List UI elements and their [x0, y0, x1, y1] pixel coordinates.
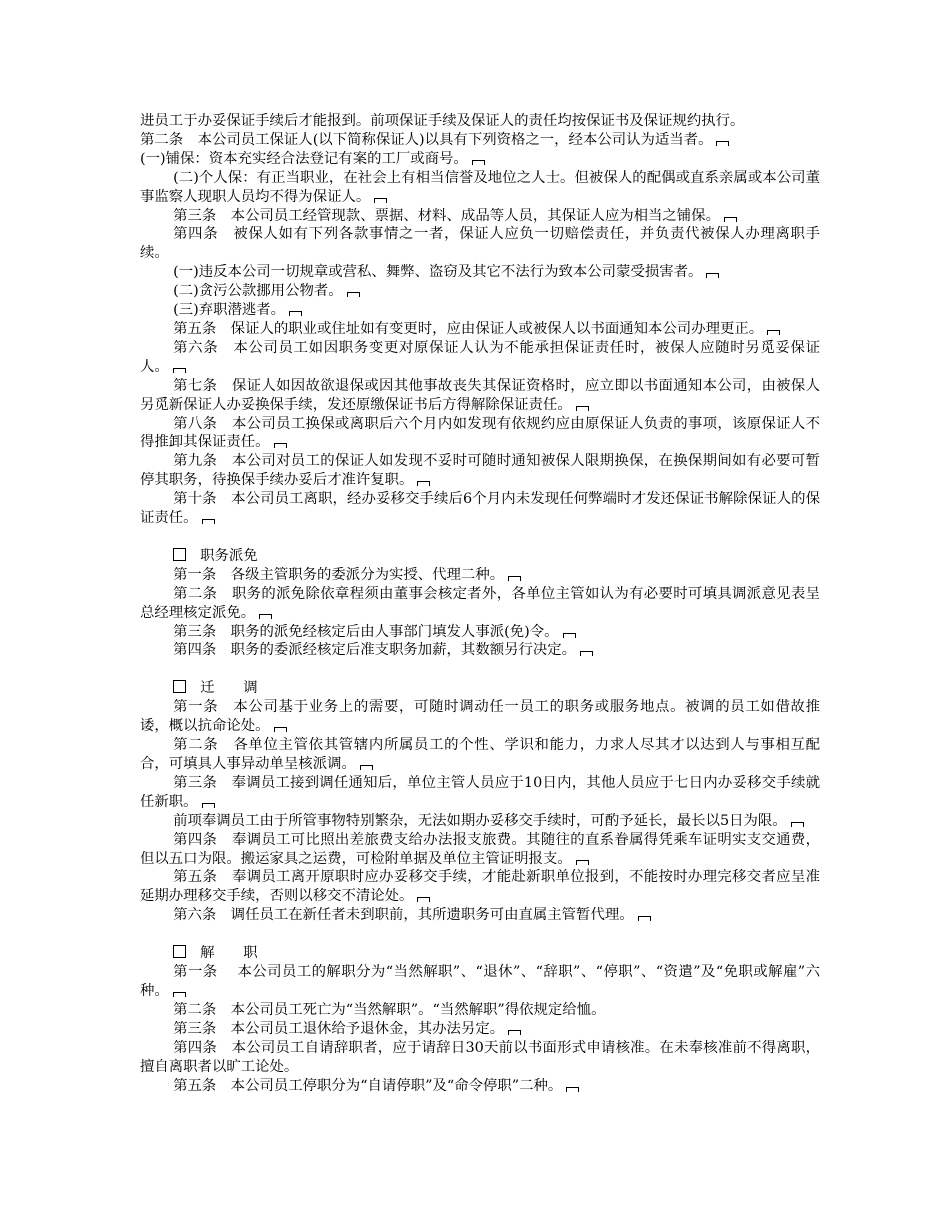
paragraph [140, 566, 820, 585]
paragraph-text: 第五条 本公司员工停职分为“自请停职”及“命令停职”二种。 [173, 1077, 563, 1094]
paragraph-text: 第三条 职务的派免经核定后由人事部门填发人事派(免)令。 [173, 623, 559, 640]
paragraph [140, 282, 820, 301]
paragraph [140, 415, 820, 453]
paragraph [140, 452, 820, 490]
paragraph-mark-icon [173, 368, 186, 373]
section-heading-text: 迁 调 [200, 680, 258, 697]
paragraph-mark-icon [202, 803, 215, 808]
paragraph-mark-icon [563, 633, 576, 638]
checkbox-square-icon [173, 548, 186, 561]
paragraph [140, 868, 820, 906]
paragraph-mark-icon [274, 443, 287, 448]
paragraph-text: 第四条 被保人如有下列各款事情之一者，保证人应负一切赔偿责任，并负责代被保人办理离职手续。 [140, 226, 820, 262]
paragraph-mark-icon [173, 992, 186, 997]
paragraph [140, 207, 820, 226]
paragraph [140, 1020, 820, 1039]
paragraph-mark-icon [716, 141, 729, 146]
paragraph [140, 812, 820, 831]
section-heading [140, 944, 820, 963]
paragraph-mark-icon [347, 292, 360, 297]
paragraph-text: (三)弃职潜逃者。 [173, 302, 286, 319]
paragraph [140, 585, 820, 623]
paragraph-text: 前项奉调员工由于所管事物特别繁杂，无法如期办妥移交手续时，可酌予延长，最长以5日为限。 [173, 812, 787, 829]
paragraph-mark-icon [417, 897, 430, 902]
paragraph-mark-icon [706, 273, 719, 278]
paragraph-mark-icon [566, 1087, 579, 1092]
paragraph-text: 第四条 职务的委派经核定后准支职务加薪，其数额另行决定。 [173, 642, 577, 659]
paragraph-text: 第五条 奉调员工离开原职时应办妥移交手续，才能赴新职单位报到，不能按时办理完移交者应呈准延期办理移交手续，否则以移交不清论处。 [140, 869, 820, 905]
paragraph-mark-icon [576, 406, 589, 411]
paragraph-mark-icon [417, 481, 430, 486]
paragraph-text: 第二条 本公司员工死亡为“当然解职”。“当然解职”得依规定给恤。 [173, 1001, 606, 1018]
paragraph-text: (二)贪污公款挪用公物者。 [173, 283, 343, 300]
paragraph-mark-icon [374, 198, 387, 203]
section-heading-text: 职务派免 [200, 547, 258, 564]
paragraph [140, 169, 820, 207]
paragraph [140, 377, 820, 415]
section-gap [140, 528, 820, 547]
paragraph-mark-icon [274, 727, 287, 732]
paragraph [140, 963, 820, 1001]
paragraph [140, 225, 820, 263]
paragraph-text: 第二条 职务的派免除依章程须由董事会核定者外，各单位主管如认为有必要时可填具调派意见表呈总经理核定派免。 [140, 585, 820, 621]
paragraph-mark-icon [472, 160, 485, 165]
paragraph [140, 736, 820, 774]
paragraph-mark-icon [360, 765, 373, 770]
paragraph-text: (一)违反本公司一切规章或营私、舞弊、盗窃及其它不法行为致本公司蒙受损害者。 [173, 264, 703, 281]
paragraph-text: 第四条 奉调员工可比照出差旅费支给办法报支旅费。其随往的直系眷属得凭乘车证明实支交通费，但以五口为限。搬运家具之运费，可检附单据及单位主管证明报支。 [140, 831, 820, 867]
paragraph-text: (一)铺保：资本充实经合法登记有案的工厂或商号。 [140, 150, 468, 167]
paragraph [140, 831, 820, 869]
paragraph [140, 1077, 820, 1096]
section-heading [140, 679, 820, 698]
paragraph-text: 第六条 本公司员工如因职务变更对原保证人认为不能承担保证责任时，被保人应随时另觅妥保证人。 [140, 339, 820, 375]
paragraph-text: 第八条 本公司员工换保或离职后六个月内如发现有依规约应由原保证人负责的事项，该原保证人不得推卸其保证责任。 [140, 415, 820, 451]
paragraph [140, 150, 820, 169]
paragraph [140, 112, 820, 131]
paragraph [140, 1001, 820, 1020]
paragraph [140, 906, 820, 925]
paragraph-text: 第三条 本公司员工退休给予退休金，其办法另定。 [173, 1020, 505, 1037]
paragraph-mark-icon [638, 916, 651, 921]
paragraph-text: 进员工于办妥保证手续后才能报到。前项保证手续及保证人的责任均按保证书及保证规约执行。 [140, 113, 745, 129]
paragraph-mark-icon [508, 576, 521, 581]
paragraph-text: 第四条 本公司员工自请辞职者，应于请辞日30天前以书面形式申请核准。在未奉核准前不得离职，擅自离职者以旷工论处。 [140, 1039, 820, 1075]
paragraph-text: 第二条 各单位主管依其管辖内所属员工的个性、学识和能力，力求人尽其才以达到人与事相互配合，可填具人事异动单呈核派调。 [140, 737, 820, 772]
paragraph [140, 623, 820, 642]
paragraph-mark-icon [576, 860, 589, 865]
section-gap [140, 660, 820, 679]
paragraph [140, 698, 820, 736]
paragraph [140, 301, 820, 320]
paragraph [140, 263, 820, 282]
paragraph-text: 第一条 各级主管职务的委派分为实授、代理二种。 [173, 566, 505, 583]
paragraph-text: 第二条 本公司员工保证人(以下简称保证人)以具有下列资格之一，经本公司认为适当者。 [140, 131, 713, 148]
paragraph [140, 1039, 820, 1077]
paragraph-mark-icon [289, 311, 302, 316]
section-heading [140, 547, 820, 566]
paragraph-mark-icon [767, 330, 780, 335]
paragraph [140, 641, 820, 660]
paragraph-mark-icon [724, 217, 737, 222]
paragraph-text: 第三条 本公司员工经管现款、票据、材料、成品等人员，其保证人应为相当之铺保。 [173, 207, 720, 224]
paragraph-text: 第三条 奉调员工接到调任通知后，单位主管人员应于10日内，其他人员应于七日内办妥移交手续就任新职。 [140, 774, 820, 810]
section-heading-text: 解 职 [200, 945, 258, 962]
paragraph-text: 第七条 保证人如因故欲退保或因其他事故丧失其保证资格时，应立即以书面通知本公司，由被保人另觅新保证人办妥换保手续，发还原缴保证书后方得解除保证责任。 [140, 377, 820, 413]
paragraph-mark-icon [202, 519, 215, 524]
paragraph-mark-icon [508, 1030, 521, 1035]
checkbox-square-icon [173, 945, 186, 958]
paragraph-text: (二)个人保：有正当职业，在社会上有相当信誉及地位之人士。但被保人的配偶或直系亲属或本公司董事监察人现职人员均不得为保证人。 [140, 169, 820, 205]
paragraph-text: 第五条 保证人的职业或住址如有变更时，应由保证人或被保人以书面通知本公司办理更正。 [173, 320, 764, 337]
paragraph [140, 490, 820, 528]
paragraph-text: 第一条 本公司员工的解职分为“当然解职”、“退休”、“辞职”、“停职”、“资遣”及“免职或解雇”六种。 [140, 964, 820, 999]
paragraph-mark-icon [791, 822, 804, 827]
paragraph-text: 第十条 本公司员工离职，经办妥移交手续后6个月内未发现任何弊端时才发还保证书解除保证人的保证责任。 [140, 491, 820, 527]
document-page [140, 112, 820, 1095]
paragraph [140, 339, 820, 377]
paragraph [140, 320, 820, 339]
paragraph-text: 第九条 本公司对员工的保证人如发现不妥时可随时通知被保人限期换保，在换保期间如有必要可暂停其职务，待换保手续办妥后才准许复职。 [140, 453, 820, 489]
section-gap [140, 925, 820, 944]
paragraph-text: 第六条 调任员工在新任者未到职前，其所遗职务可由直属主管暂代理。 [173, 907, 634, 924]
paragraph-mark-icon [259, 614, 272, 619]
paragraph-text: 第一条 本公司基于业务上的需要，可随时调动任一员工的职务或服务地点。被调的员工如借故推诿，概以抗命论处。 [140, 699, 820, 735]
paragraph [140, 131, 820, 150]
paragraph [140, 774, 820, 812]
paragraph-mark-icon [580, 651, 593, 656]
checkbox-square-icon [173, 680, 186, 693]
